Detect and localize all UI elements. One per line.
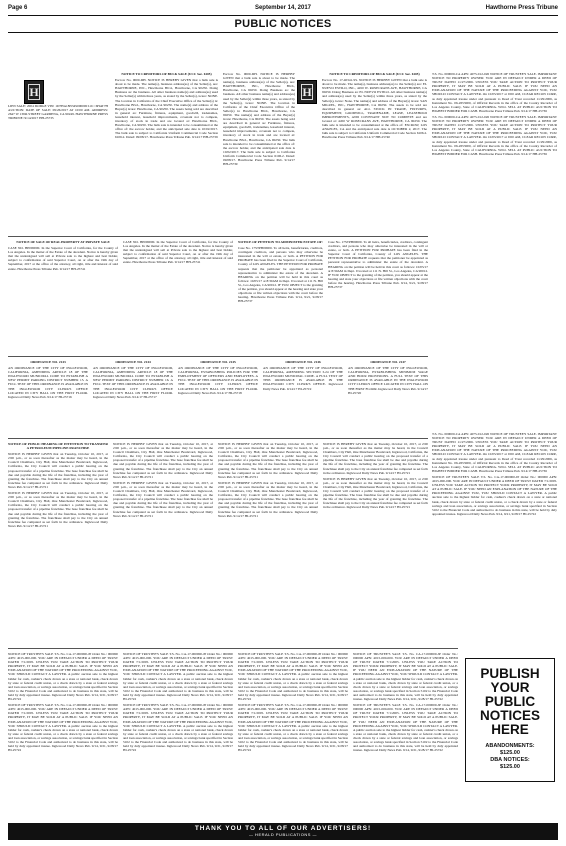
notice-body: NOTICE OF TRUSTEE'S SALE T.S. No. CA-17-000000-JP Order No.: 000000 APN: 4015-000-000. YOU ARE IN DEFAULT UNDER A DEED OF TRUST DATED 7/1/2005. UNLESS YOU TAKE ACTION TO PROTECT YOUR PROPERTY, IT MAY BE SOLD AT A PUBLIC SALE. IF YOU NEED AN EXPLANATION OF THE NATURE OF THE PROCEEDING AGAINST YOU, YOU SHOULD CONTACT A LAWYER. A public auction sale to the highest bidder for cash, cashier's check drawn on a state or national bank, check drawn by state or federal credit union, or a check drawn by a state or federal savings and loan association, or savings association, or savings bank specified in Section 5102 to the Financial Code and authorized to do business in this state, will be held by duly appointed trustee. Inglewood Daily News Pub. 9/14, 9/21, 9/28/17 HI-25722 (8, 703, 118, 753)
notice-body: Case No. 17STPB00000. To all heirs, beneficiaries, creditors, contingent creditors, and persons who may otherwise be interested in the will or estate, or both. A PETITION FOR PROBATE has been filed in the Superior Court of California, County of LOS ANGELES. THE PETITION FOR PROBATE requests that the petitioner be appointed as personal representative to administer the estate of the decedent. A HEARING on the petition will be held in this court as follows: 10/05/17 at 8:30AM in Dept. 9 located at 111 N. Hill St., Los Angeles, CA 90012. IF YOU OBJECT to the granting of the petition, you should appear at the hearing and state your objections or file written objections with the court before the hearing. Hawthorne Press Tribune Pub. 9/14, 9/21, 9/28/17 HH-25737 (328, 240, 428, 290)
notice-body: AN ORDINANCE OF THE CITY OF INGLEWOOD, CALIFORNIA, ESTABLISHING MINIMUM WAGE AND HOUR PROVISIONS. A FULL TEXT OF THIS ORDINANCE IS AVAILABLE IN THE INGLEWOOD CITY CLERK'S OFFICE LOCATED IN CITY HALL ON THE FIRST FLOOR. Inglewood Daily News Pub. 9/14/17 HI-25720 (348, 366, 428, 395)
franchise-hearing-cont (323, 442, 428, 642)
herald-logo: H (24, 80, 44, 104)
trustee-sale-notice-bottom (8, 652, 118, 817)
franchise-hearing-cont (113, 442, 213, 642)
franchise-hearing-cont (218, 442, 318, 642)
notice-body: AN ORDINANCE OF THE CITY OF INGLEWOOD, CALIFORNIA, AMENDING ARTICLE 18 OF THE INGLEWOOD MUNICIPAL CODE TO ESTABLISH A NEW PERMIT PARKING DISTRICT NUMBER 16. A FULL TEXT OF THIS ORDINANCE IS AVAILABLE IN THE INGLEWOOD CITY CLERK'S OFFICE LOCATED IN CITY HALL ON THE FIRST FLOOR. Inglewood Daily News Pub. 9/14/17 HI-25717 (93, 366, 173, 399)
notice-body: NOTICE IS HEREBY GIVEN that on Tuesday, October 10, 2017, at 2:00 p.m., or as soon thereafter as the matter may be heard, in the Council Chambers, City Hall, One Manchester Boulevard, Inglewood, California, the City Council will conduct a public hearing on the proposed transfer of a pipeline franchise. The base franchise fee shall be due and payable during the life of the franchise, including the year of granting the franchise. The franchisee shall pay to the City an annual franchise fee computed as set forth in the ordinance. Inglewood Daily News Pub. 9/14/17 HI-25721 (113, 442, 213, 479)
notice-body: T.S. No. 000000-CA APN: 4075-012-026 NOTICE OF TRUSTEE'S SALE. IMPORTANT NOTICE TO PROPERTY OWNER: YOU ARE IN DEFAULT UNDER A DEED OF TRUST DATED 11/27/2006. UNLESS YOU TAKE ACTION TO PROTECT YOUR PROPERTY, IT MAY BE SOLD AT A PUBLIC SALE. IF YOU NEED AN EXPLANATION OF THE NATURE OF THE PROCEEDING AGAINST YOU, YOU SHOULD CONTACT A LAWYER. On 10/05/2017 at 9:00 AM, CLEAR RECON CORP., as duly appointed trustee under and pursuant to Deed of Trust recorded 11/29/2006, as Instrument No. 06-2653000, of Official Records in the office of the County Recorder of Los Angeles County, State of CALIFORNIA. WILL SELL AT PUBLIC AUCTION TO HIGHEST BIDDER FOR CASH. Hawthorne Press Tribune Pub. 9/14/17 HH-25736 (432, 114, 557, 156)
notice-body: LIEN SALE: 2004 DODGE VIN: 1D7HA18N34S000000 LIC: 6HAT7H AUCTION: DATE OF SALE: 09/26/2017 AT 10:00 AM. ADDRESS: 2647 W 139th STREET GARDENA, CA 90249. HAWTHORNE PRESS TRIBUNE: 9/14/2017 HH-25735 (8, 104, 108, 121)
ordinance-notice (263, 360, 343, 435)
ordinance-notice (8, 360, 88, 435)
sale-real-property-cont (123, 240, 233, 352)
dba-label: DBA NOTICES: (490, 757, 530, 763)
notice-body: AN ORDINANCE OF THE CITY OF INGLEWOOD, CALIFORNIA, ESTABLISHING POLICIES FOR THE EMPLOYMENT OF OFFICERS AND EMPLOYEES. A FULL TEXT OF THIS ORDINANCE IS AVAILABLE IN THE INGLEWOOD CITY CLERK'S OFFICE LOCATED IN CITY HALL ON THE FIRST FLOOR. Inglewood Daily News Pub. 9/14/17 HI-25718 (178, 366, 258, 395)
page-header (8, 5, 558, 15)
notice-body: NOTICE IS HEREBY GIVEN that on Tuesday, October 10, 2017, at 2:00 p.m., or as soon thereafter as the matter may be heard, in the Council Chambers, City Hall, One Manchester Boulevard, Inglewood, California, the City Council will conduct a public hearing on the proposed transfer of a pipeline franchise. The base franchise fee shall be due and payable during the life of the franchise, including the year of granting the franchise. The franchisee shall pay to the City an annual franchise fee computed as set forth in the ordinance. Inglewood Daily News Pub. 9/14/17 HI-25721 (8, 452, 108, 489)
divider (8, 236, 428, 237)
notice-title: ORDINANCE NO. 2143 (30, 360, 66, 364)
notice-body: T.S. No. 000000-CA APN: 4075-012-026 NOTICE OF TRUSTEE'S SALE. IMPORTANT NOTICE TO PROPERTY OWNER: YOU ARE IN DEFAULT UNDER A DEED OF TRUST DATED 11/27/2006. UNLESS YOU TAKE ACTION TO PROTECT YOUR PROPERTY, IT MAY BE SOLD AT A PUBLIC SALE. IF YOU NEED AN EXPLANATION OF THE NATURE OF THE PROCEEDING AGAINST YOU, YOU SHOULD CONTACT A LAWYER. On 10/05/2017 at 9:00 AM, CLEAR RECON CORP., as duly appointed trustee under and pursuant to Deed of Trust recorded 11/29/2006, as Instrument No. 06-2653000, of Official Records in the office of the County Recorder of Los Angeles County, State of CALIFORNIA. WILL SELL AT PUBLIC AUCTION TO HIGHEST BIDDER FOR CASH. Hawthorne Press Tribune Pub. 9/14/17 HH-25736 (432, 72, 557, 113)
notice-body: AN ORDINANCE OF THE CITY OF INGLEWOOD, CALIFORNIA, AMENDING SECTION 3-24 OF THE INGLEWOOD MUNICIPAL CODE. A FULL TEXT OF THIS ORDINANCE IS AVAILABLE IN THE INGLEWOOD CITY CLERK'S OFFICE. Inglewood Daily News Pub. 9/14/17 HI-25719 (263, 366, 343, 391)
notice-body: NOTICE OF TRUSTEE'S SALE T.S. No. CA-17-000000-JP Order No.: 000000 APN: 4015-000-000. YOU ARE IN DEFAULT UNDER A DEED OF TRUST DATED 7/1/2005. UNLESS YOU TAKE ACTION TO PROTECT YOUR PROPERTY, IT MAY BE SOLD AT A PUBLIC SALE. IF YOU NEED AN EXPLANATION OF THE NATURE OF THE PROCEEDING AGAINST YOU, YOU SHOULD CONTACT A LAWYER. A public auction sale to the highest bidder for cash, cashier's check drawn on a state or national bank, check drawn by state or federal credit union, or a check drawn by a state or federal savings and loan association, or savings association, or savings bank specified in Section 5102 to the Financial Code and authorized to do business in this state, will be held by duly appointed trustee. Inglewood Daily News Pub. 9/14, 9/21, 9/28/17 HI-25722 (123, 703, 233, 753)
notice-title: ORDINANCE NO. 2147 (370, 360, 406, 364)
notice-title: NOTICE OF PUBLIC HEARING OF INTENTION TO TRANSFER A PETROLEUM PIPELINE FRANCHISE (8, 442, 108, 451)
notice-body: CASE NO. BP000000. In the Superior Court of California, for the County of Los Angeles. In the matter of the Estate of the decedent. Notice is hereby given that the undersigned will sell at Private sale to the highest and best bidder, subject to confirmation of said Superior Court, on or after the 19th day of September, 2017 at the office of the attorney, all right, title and interest of said estate. Hawthorne Press Tribune Pub. 9/14/17 HH-25741 (8, 246, 118, 271)
trustee-sale-cont (353, 652, 458, 817)
bulk-sale-notice-cont (223, 72, 295, 232)
ad-prices (466, 743, 554, 771)
footer-thanks: THANK YOU TO ALL OF OUR ADVERTISERS! (194, 825, 372, 832)
ad-line: PUBLIC (484, 694, 536, 709)
header-rule (8, 15, 558, 16)
notice-title: NOTICE OF PETITION TO ADMINISTER ESTATE OF: (238, 240, 323, 244)
notice-body: NOTICE IS HEREBY GIVEN that on Tuesday, October 10, 2017, at 2:00 p.m., or as soon thereafter as the matter may be heard, in the Council Chambers, City Hall, One Manchester Boulevard, Inglewood, California, the City Council will conduct a public hearing on the proposed transfer of a pipeline franchise. The base franchise fee shall be due and payable during the life of the franchise, including the year of granting the franchise. The franchisee shall pay to the City an annual franchise fee computed as set forth in the ordinance. Inglewood Daily News Pub. 9/14/17 HI-25721 (113, 480, 213, 518)
ad-line: HERE (491, 722, 529, 737)
footer-credit: — HERALD PUBLICATIONS — (248, 832, 318, 837)
ad-line: YOUR (490, 680, 530, 695)
footer-banner (8, 823, 558, 840)
ordinance-notice (178, 360, 258, 435)
notice-body: NOTICE OF TRUSTEE'S SALE T.S. No. CA-17-000000-JP Order No.: 000000 APN: 4015-000-000. YOU ARE IN DEFAULT UNDER A DEED OF TRUST DATED 7/1/2005. UNLESS YOU TAKE ACTION TO PROTECT YOUR PROPERTY, IT MAY BE SOLD AT A PUBLIC SALE. IF YOU NEED AN EXPLANATION OF THE NATURE OF THE PROCEEDING AGAINST YOU, YOU SHOULD CONTACT A LAWYER. A public auction sale to the highest bidder for cash, cashier's check drawn on a state or national bank, check drawn by state or federal credit union, or a check drawn by a state or federal savings and loan association, or savings association, or savings bank specified in Section 5102 to the Financial Code and authorized to do business in this state, will be held by duly appointed trustee. Inglewood Daily News Pub. 9/14, 9/21, 9/28/17 HI-25722 (353, 703, 458, 753)
notice-body: Case No. 17STPB00000. To all heirs, beneficiaries, creditors, contingent creditors, and persons who may otherwise be interested in the will or estate, or both. A PETITION FOR PROBATE has been filed in the Superior Court of California, County of LOS ANGELES. THE PETITION FOR PROBATE requests that the petitioner be appointed as personal representative to administer the estate of the decedent. A HEARING on the petition will be held in this court as follows: 10/05/17 at 8:30AM in Dept. 9 located at 111 N. Hill St., Los Angeles, CA 90012. IF YOU OBJECT to the granting of the petition, you should appear at the hearing and state your objections or file written objections with the court before the hearing. Hawthorne Press Tribune Pub. 9/14, 9/21, 9/28/17 HH-25737 (238, 246, 323, 304)
sale-real-property-notice (8, 240, 118, 352)
notice-body: Escrow No. 17-40341-SS. NOTICE IS HEREBY GIVEN that a bulk sale is about to be made. The name(s), business address(es) to the Seller(s) are: EL NUEVO ESTILO, INC., 4450 W. ROSECRANS AVE, HAWTHORNE, CA 90250. Doing Business as: EL NUEVO ESTILO. All other business name(s) and address(es) used by the Seller(s) within three years, as stated by the Seller(s), is/are: None. The name(s) and address of the Buyer(s) is/are: SAN MIGUEL, INC., HAWTHORNE, CA 90250. The assets to be sold are described in general as: ALL STOCK IN TRADE, FIXTURES, EQUIPMENT, GOODWILL, TRADENAME, LEASE, LEASEHOLD IMPROVEMENTS, AND COVENANT NOT TO COMPETE and are located at: 4450 W ROSECRANS AVE, HAWTHORNE, CA 90250. The bulk sale is intended to be consummated at the office of: ESCROW, LOS ANGELES, CA and the anticipated sale date is OCTOBER 2, 2017. The bulk sale is subject to California Uniform Commercial Code Section 6106.2. Hawthorne Press Tribune Pub. 9/14/17 HH-25740 (322, 78, 427, 140)
notice-body: NOTICE OF TRUSTEE'S SALE T.S. No. CA-17-000000-JP Order No.: 000000 APN: 4015-000-000. YOU ARE IN DEFAULT UNDER A DEED OF TRUST DATED 7/1/2005. UNLESS YOU TAKE ACTION TO PROTECT YOUR PROPERTY, IT MAY BE SOLD AT A PUBLIC SALE. IF YOU NEED AN EXPLANATION OF THE NATURE OF THE PROCEEDING AGAINST YOU, YOU SHOULD CONTACT A LAWYER. A public auction sale to the highest bidder for cash, cashier's check drawn on a state or national bank, check drawn by state or federal credit union, or a check drawn by a state or federal savings and loan association, or savings association, or savings bank specified in Section 5102 to the Financial Code and authorized to do business in this state, will be held by duly appointed trustee. Inglewood Daily News Pub. 9/14, 9/21, 9/28/17 HI-25722 (123, 652, 233, 702)
notice-body: Escrow No. 0000-DH. NOTICE IS HEREBY GIVEN that a bulk sale is about to be made. The name(s), business address(es) of the Seller(s), are: HAWTHORNE, INC., Hawthorne Blvd., Hawthorne, CA 90250. Doing Business as: the business. All other business name(s) and address(es) used by the Seller(s) within three years, as stated by the Seller(s), is/are: NONE. The location in California of the Chief Executive Office of the Seller(s) is: Hawthorne Blvd., Hawthorne, CA 90250. The name(s) and address of the Buyer(s) is/are: Hawthorne, CA 90250. The assets being sold are described in general as: Furniture, fixtures, equipment, goodwill, tradenames, leasehold interest, leasehold improvements, covenant not to compete, inventory of stock in trade and are located at: Hawthorne Blvd., Hawthorne, CA 90250. The bulk sale is intended to be consummated at the office of: the escrow holder, and the anticipated sale date is 10/02/2017. The bulk sale is subject to California Uniform Commercial Code Section 6106.2. Dated: 09/08/17. Hawthorne Press Tribune Pub. 9/14/17 HH-25739 (115, 78, 218, 140)
notice-title: NOTICE TO CREDITORS OF BULK SALE (UCC Sec. 6105) (329, 72, 420, 76)
issue-date: September 14, 2017 (254, 5, 312, 11)
section-title: PUBLIC NOTICES (234, 18, 332, 30)
notice-body: CASE NO. BP000000. In the Superior Court of California, for the County of Los Angeles. In the matter of the Estate of the decedent. Notice is hereby given that the undersigned will sell at Private sale to the highest and best bidder, subject to confirmation of said Superior Court, on or after the 19th day of September, 2017 at the office of the attorney, all right, title and interest of said estate. Hawthorne Press Tribune Pub. 9/14/17 HH-25741 (123, 240, 233, 265)
notice-title: ORDINANCE NO. 2146 (285, 360, 321, 364)
ordinance-notice (348, 360, 428, 435)
notice-body: NOTICE OF TRUSTEE'S SALE T.S. No. CA-17-000000-JP Order No.: 000000 APN: 4015-000-000. YOU ARE IN DEFAULT UNDER A DEED OF TRUST DATED 7/1/2005. UNLESS YOU TAKE ACTION TO PROTECT YOUR PROPERTY, IT MAY BE SOLD AT A PUBLIC SALE. IF YOU NEED AN EXPLANATION OF THE NATURE OF THE PROCEEDING AGAINST YOU, YOU SHOULD CONTACT A LAWYER. A public auction sale to the highest bidder for cash, cashier's check drawn on a state or national bank, check drawn by state or federal credit union, or a check drawn by a state or federal savings and loan association, or savings association, or savings bank specified in Section 5102 to the Financial Code and authorized to do business in this state, will be held by duly appointed trustee. Inglewood Daily News Pub. 9/14, 9/21, 9/28/17 HI-25722 (432, 474, 557, 516)
herald-logo: H (297, 80, 317, 104)
trustee-sale-notice (432, 72, 557, 427)
ad-headline (466, 667, 554, 737)
paper-name: Hawthorne Press Tribune (485, 5, 558, 11)
divider (8, 438, 428, 439)
franchise-hearing-notice (8, 442, 108, 642)
ad-line: NOTICES (479, 708, 540, 723)
trustee-sale-cont (123, 652, 233, 817)
notice-title: ORDINANCE NO. 2145 (200, 360, 236, 364)
lien-sale-notice (8, 104, 108, 234)
bulk-sale-notice-2 (322, 72, 427, 232)
divider (8, 356, 428, 357)
notice-body: NOTICE IS HEREBY GIVEN that on Tuesday, October 10, 2017, at 2:00 p.m., or as soon thereafter as the matter may be heard, in the Council Chambers, City Hall, One Manchester Boulevard, Inglewood, California, the City Council will conduct a public hearing on the proposed transfer of a pipeline franchise. The base franchise fee shall be due and payable during the life of the franchise, including the year of granting the franchise. The franchisee shall pay to the City an annual franchise fee computed as set forth in the ordinance. Inglewood Daily News Pub. 9/14/17 HI-25721 (8, 491, 108, 528)
notice-body: NOTICE IS HEREBY GIVEN that on Tuesday, October 10, 2017, at 2:00 p.m., or as soon thereafter as the matter may be heard, in the Council Chambers, City Hall, One Manchester Boulevard, Inglewood, California, the City Council will conduct a public hearing on the proposed transfer of a pipeline franchise. The base franchise fee shall be due and payable during the life of the franchise, including the year of granting the franchise. The franchisee shall pay to the City an annual franchise fee computed as set forth in the ordinance. Inglewood Daily News Pub. 9/14/17 HI-25721 (218, 442, 318, 479)
ad-line: PUBLISH (480, 666, 540, 681)
notice-title: NOTICE OF SALE OF REAL PROPERTY AT PRIVATE SALE (16, 240, 110, 244)
ordinance-notice (93, 360, 173, 435)
notice-body: T.S. No. 000000-CA APN: 4075-012-026 NOTICE OF TRUSTEE'S SALE. IMPORTANT NOTICE TO PROPERTY OWNER: YOU ARE IN DEFAULT UNDER A DEED OF TRUST DATED 11/27/2006. UNLESS YOU TAKE ACTION TO PROTECT YOUR PROPERTY, IT MAY BE SOLD AT A PUBLIC SALE. IF YOU NEED AN EXPLANATION OF THE NATURE OF THE PROCEEDING AGAINST YOU, YOU SHOULD CONTACT A LAWYER. On 10/05/2017 at 9:00 AM, CLEAR RECON CORP., as duly appointed trustee under and pursuant to Deed of Trust recorded 11/29/2006, as Instrument No. 06-2653000, of Official Records in the office of the County Recorder of Los Angeles County, State of CALIFORNIA. WILL SELL AT PUBLIC AUCTION TO HIGHEST BIDDER FOR CASH. Hawthorne Press Tribune Pub. 9/14/17 HH-25736 (432, 432, 557, 473)
notice-title: NOTICE TO CREDITORS OF BULK SALE (UCC Sec. 6105) (121, 72, 212, 76)
trustee-sale-cont (238, 652, 348, 817)
notice-body: NOTICE OF TRUSTEE'S SALE T.S. No. CA-17-000000-JP Order No.: 000000 APN: 4015-000-000. YOU ARE IN DEFAULT UNDER A DEED OF TRUST DATED 7/1/2005. UNLESS YOU TAKE ACTION TO PROTECT YOUR PROPERTY, IT MAY BE SOLD AT A PUBLIC SALE. IF YOU NEED AN EXPLANATION OF THE NATURE OF THE PROCEEDING AGAINST YOU, YOU SHOULD CONTACT A LAWYER. A public auction sale to the highest bidder for cash, cashier's check drawn on a state or national bank, check drawn by state or federal credit union, or a check drawn by a state or federal savings and loan association, or savings association, or savings bank specified in Section 5102 to the Financial Code and authorized to do business in this state, will be held by duly appointed trustee. Inglewood Daily News Pub. 9/14, 9/21, 9/28/17 HI-25722 (238, 703, 348, 753)
notice-body: Escrow No. 0000-DH. NOTICE IS HEREBY GIVEN that a bulk sale is about to be made. The name(s), business address(es) of the Seller(s), are: HAWTHORNE, INC., Hawthorne Blvd., Hawthorne, CA 90250. Doing Business as: the business. All other business name(s) and address(es) used by the Seller(s) within three years, as stated by the Seller(s), is/are: NONE. The location in California of the Chief Executive Office of the Seller(s) is: Hawthorne Blvd., Hawthorne, CA 90250. The name(s) and address of the Buyer(s) is/are: Hawthorne, CA 90250. The assets being sold are described in general as: Furniture, fixtures, equipment, goodwill, tradenames, leasehold interest, leasehold improvements, covenant not to compete, inventory of stock in trade and are located at: Hawthorne Blvd., Hawthorne, CA 90250. The bulk sale is intended to be consummated at the office of: the escrow holder, and the anticipated sale date is 10/02/2017. The bulk sale is subject to California Uniform Commercial Code Section 6106.2. Dated: 09/08/17. Hawthorne Press Tribune Pub. 9/14/17 HH-25739 (223, 72, 295, 167)
abandonments-label: ABANDONMENTS: (485, 743, 535, 749)
dba-price: $125.00 (500, 764, 520, 770)
title-rule (8, 32, 558, 33)
abandonments-price: $125.00 (500, 750, 520, 756)
notice-body: NOTICE OF TRUSTEE'S SALE T.S. No. CA-17-000000-JP Order No.: 000000 APN: 4015-000-000. YOU ARE IN DEFAULT UNDER A DEED OF TRUST DATED 7/1/2005. UNLESS YOU TAKE ACTION TO PROTECT YOUR PROPERTY, IT MAY BE SOLD AT A PUBLIC SALE. IF YOU NEED AN EXPLANATION OF THE NATURE OF THE PROCEEDING AGAINST YOU, YOU SHOULD CONTACT A LAWYER. A public auction sale to the highest bidder for cash, cashier's check drawn on a state or national bank, check drawn by state or federal credit union, or a check drawn by a state or federal savings and loan association, or savings association, or savings bank specified in Section 5102 to the Financial Code and authorized to do business in this state, will be held by duly appointed trustee. Inglewood Daily News Pub. 9/14, 9/21, 9/28/17 HI-25722 (353, 652, 458, 702)
notice-body: NOTICE IS HEREBY GIVEN that on Tuesday, October 10, 2017, at 2:00 p.m., or as soon thereafter as the matter may be heard, in the Council Chambers, City Hall, One Manchester Boulevard, Inglewood, California, the City Council will conduct a public hearing on the proposed transfer of a pipeline franchise. The base franchise fee shall be due and payable during the life of the franchise, including the year of granting the franchise. The franchisee shall pay to the City an annual franchise fee computed as set forth in the ordinance. Inglewood Daily News Pub. 9/14/17 HI-25721 (323, 476, 428, 510)
page-number: Page 6 (8, 5, 28, 11)
petition-estate-cont (328, 240, 428, 352)
notice-body: NOTICE OF TRUSTEE'S SALE T.S. No. CA-17-000000-JP Order No.: 000000 APN: 4015-000-000. YOU ARE IN DEFAULT UNDER A DEED OF TRUST DATED 7/1/2005. UNLESS YOU TAKE ACTION TO PROTECT YOUR PROPERTY, IT MAY BE SOLD AT A PUBLIC SALE. IF YOU NEED AN EXPLANATION OF THE NATURE OF THE PROCEEDING AGAINST YOU, YOU SHOULD CONTACT A LAWYER. A public auction sale to the highest bidder for cash, cashier's check drawn on a state or national bank, check drawn by state or federal credit union, or a check drawn by a state or federal savings and loan association, or savings association, or savings bank specified in Section 5102 to the Financial Code and authorized to do business in this state, will be held by duly appointed trustee. Inglewood Daily News Pub. 9/14, 9/21, 9/28/17 HI-25722 (238, 652, 348, 702)
notice-body: NOTICE OF TRUSTEE'S SALE T.S. No. CA-17-000000-JP Order No.: 000000 APN: 4015-000-000. YOU ARE IN DEFAULT UNDER A DEED OF TRUST DATED 7/1/2005. UNLESS YOU TAKE ACTION TO PROTECT YOUR PROPERTY, IT MAY BE SOLD AT A PUBLIC SALE. IF YOU NEED AN EXPLANATION OF THE NATURE OF THE PROCEEDING AGAINST YOU, YOU SHOULD CONTACT A LAWYER. A public auction sale to the highest bidder for cash, cashier's check drawn on a state or national bank, check drawn by state or federal credit union, or a check drawn by a state or federal savings and loan association, or savings association, or savings bank specified in Section 5102 to the Financial Code and authorized to do business in this state, will be held by duly appointed trustee. Inglewood Daily News Pub. 9/14, 9/21, 9/28/17 HI-25722 (8, 652, 118, 702)
notice-body: NOTICE IS HEREBY GIVEN that on Tuesday, October 10, 2017, at 2:00 p.m., or as soon thereafter as the matter may be heard, in the Council Chambers, City Hall, One Manchester Boulevard, Inglewood, California, the City Council will conduct a public hearing on the proposed transfer of a pipeline franchise. The base franchise fee shall be due and payable during the life of the franchise, including the year of granting the franchise. The franchisee shall pay to the City an annual franchise fee computed as set forth in the ordinance. Inglewood Daily News Pub. 9/14/17 HI-25721 (323, 442, 428, 475)
divider (8, 648, 458, 649)
notice-body: AN ORDINANCE OF THE CITY OF INGLEWOOD, CALIFORNIA, AMENDING ARTICLE 18 OF THE INGLEWOOD MUNICIPAL CODE TO ESTABLISH A NEW PERMIT PARKING DISTRICT NUMBER 15. A FULL TEXT OF THIS ORDINANCE IS AVAILABLE IN THE INGLEWOOD CITY CLERK'S OFFICE LOCATED IN CITY HALL ON THE FIRST FLOOR. Inglewood Daily News Pub. 9/14/17 HI-25716 (8, 366, 88, 399)
notice-title: ORDINANCE NO. 2144 (115, 360, 151, 364)
bulk-sale-notice (115, 72, 218, 232)
petition-estate-notice (238, 240, 323, 352)
publish-notices-ad (465, 658, 555, 782)
trustee-sale-notice-cont (432, 432, 557, 652)
notice-body: NOTICE IS HEREBY GIVEN that on Tuesday, October 10, 2017, at 2:00 p.m., or as soon thereafter as the matter may be heard, in the Council Chambers, City Hall, One Manchester Boulevard, Inglewood, California, the City Council will conduct a public hearing on the proposed transfer of a pipeline franchise. The base franchise fee shall be due and payable during the life of the franchise, including the year of granting the franchise. The franchisee shall pay to the City an annual franchise fee computed as set forth in the ordinance. Inglewood Daily News Pub. 9/14/17 HI-25721 (218, 480, 318, 518)
